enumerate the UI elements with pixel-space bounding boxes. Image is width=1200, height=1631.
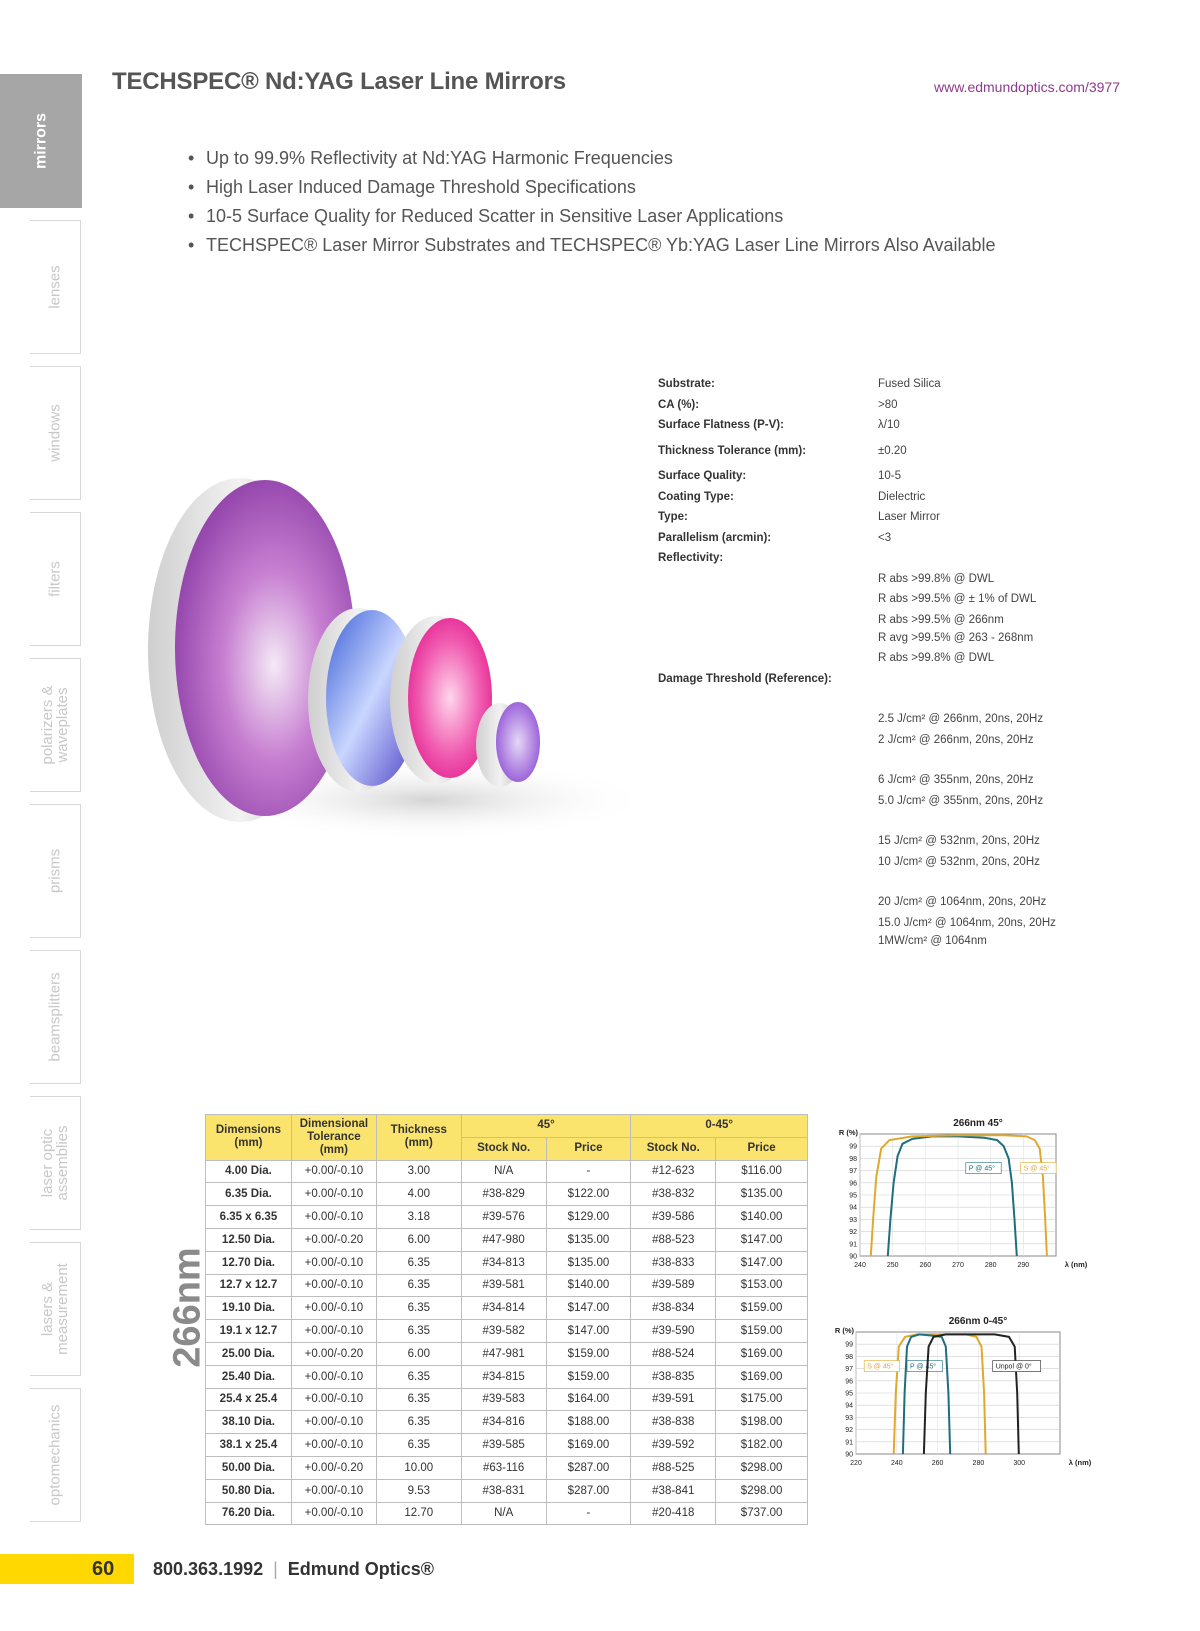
table-row xyxy=(206,1183,808,1206)
cell-thickness: 6.35 xyxy=(376,1411,461,1434)
spec-label: Damage Threshold (Reference): xyxy=(658,673,832,685)
series-line xyxy=(871,1135,1047,1256)
chart-266nm-45 xyxy=(840,1114,1110,1289)
cell-price-0-45: $159.00 xyxy=(716,1320,808,1343)
cell-thickness: 6.35 xyxy=(376,1365,461,1388)
table-row xyxy=(206,1411,808,1434)
tab-label: prisms xyxy=(46,848,64,894)
table-row xyxy=(206,1251,808,1274)
cell-price-0-45: $116.00 xyxy=(716,1160,808,1183)
cell-price-45: $140.00 xyxy=(546,1274,631,1297)
tab-label: lasers & measurement xyxy=(39,1263,71,1355)
spec-label: CA (%): xyxy=(658,399,700,411)
cell-price-45: $287.00 xyxy=(546,1456,631,1479)
spec-value: 6 J/cm² @ 355nm, 20ns, 20Hz xyxy=(878,774,1034,786)
table-row xyxy=(206,1434,808,1457)
tab-mirrors[interactable] xyxy=(0,74,82,208)
product-image xyxy=(140,470,660,890)
spec-value: R abs >99.8% @ DWL xyxy=(878,652,995,664)
spec-value: 10-5 xyxy=(878,470,902,482)
chart-266nm-0-45 xyxy=(834,1312,1110,1487)
cell-tolerance: +0.00/-0.20 xyxy=(291,1456,376,1479)
spec-value: 5.0 J/cm² @ 355nm, 20ns, 20Hz xyxy=(878,795,1044,807)
footer-company: Edmund Optics® xyxy=(287,1559,435,1579)
tab-label: optomechanics xyxy=(46,1404,64,1506)
feature-item: • Up to 99.9% Reflectivity at Nd:YAG Harmonic Frequencies xyxy=(188,144,996,173)
chart-title: 266nm 45° xyxy=(953,1118,1003,1129)
legend-label: Unpol @ 0° xyxy=(995,1363,1032,1371)
chart-title: 266nm 0-45° xyxy=(948,1316,1008,1327)
cell-stock-0-45: #39-591 xyxy=(631,1388,716,1411)
cell-price-45: $135.00 xyxy=(546,1228,631,1251)
cell-price-0-45: $153.00 xyxy=(716,1274,808,1297)
spec-value: 2 J/cm² @ 266nm, 20ns, 20Hz xyxy=(878,734,1034,746)
cell-dimensions: 6.35 Dia. xyxy=(206,1183,292,1206)
cell-price-45: $147.00 xyxy=(546,1320,631,1343)
feature-list xyxy=(188,144,996,260)
cell-stock-0-45: #88-523 xyxy=(631,1228,716,1251)
y-tick-label: 91 xyxy=(849,1241,857,1249)
x-axis-label: λ (nm) xyxy=(1064,1260,1088,1269)
y-tick-label: 98 xyxy=(849,1155,857,1163)
cell-tolerance: +0.00/-0.10 xyxy=(291,1365,376,1388)
table-row xyxy=(206,1388,808,1411)
cell-stock-45: #47-981 xyxy=(461,1342,546,1365)
cell-stock-45: #39-581 xyxy=(461,1274,546,1297)
col-header-stock: Stock No. xyxy=(631,1137,716,1160)
y-tick-label: 92 xyxy=(845,1427,853,1435)
col-group-45: 45° xyxy=(461,1115,631,1138)
cell-thickness: 6.35 xyxy=(376,1320,461,1343)
spec-label: Thickness Tolerance (mm): xyxy=(658,445,807,457)
tab-lasers-measurement[interactable] xyxy=(30,1242,81,1376)
col-header-dimensions: Dimensions (mm) xyxy=(206,1115,292,1161)
tab-label: beamsplitters xyxy=(46,972,64,1062)
cell-dimensions: 19.1 x 12.7 xyxy=(206,1320,292,1343)
spec-value: R abs >99.5% @ 266nm xyxy=(878,614,1004,626)
spec-value: 10 J/cm² @ 532nm, 20ns, 20Hz xyxy=(878,856,1040,868)
cell-stock-45: #39-576 xyxy=(461,1206,546,1229)
cell-price-0-45: $135.00 xyxy=(716,1183,808,1206)
spec-value: <3 xyxy=(878,532,892,544)
x-tick-label: 260 xyxy=(919,1262,932,1269)
tab-beamsplitters[interactable] xyxy=(30,950,81,1084)
page-number: 60 xyxy=(92,1558,115,1580)
y-axis-label: R (%) xyxy=(834,1326,854,1335)
cell-thickness: 6.35 xyxy=(376,1274,461,1297)
x-tick-label: 240 xyxy=(854,1262,866,1269)
cell-stock-45: #34-814 xyxy=(461,1297,546,1320)
y-tick-label: 96 xyxy=(845,1378,853,1386)
cell-stock-0-45: #88-525 xyxy=(631,1456,716,1479)
cell-thickness: 6.35 xyxy=(376,1388,461,1411)
cell-price-0-45: $298.00 xyxy=(716,1479,808,1502)
cell-price-45: $188.00 xyxy=(546,1411,631,1434)
table-row xyxy=(206,1342,808,1365)
legend-label: P @ 45° xyxy=(968,1165,995,1173)
spec-value: λ/10 xyxy=(878,419,900,431)
cell-price-45: $159.00 xyxy=(546,1342,631,1365)
y-tick-label: 97 xyxy=(845,1366,853,1374)
cell-price-0-45: $169.00 xyxy=(716,1365,808,1388)
cell-price-45: $129.00 xyxy=(546,1206,631,1229)
cell-price-0-45: $298.00 xyxy=(716,1456,808,1479)
table-row xyxy=(206,1206,808,1229)
footer-contact: 800.363.1992 | Edmund Optics® xyxy=(153,1559,435,1579)
cell-stock-0-45: #38-838 xyxy=(631,1411,716,1434)
table-row xyxy=(206,1456,808,1479)
cell-stock-45: N/A xyxy=(461,1160,546,1183)
col-header-tolerance: Dimensional Tolerance (mm) xyxy=(291,1115,376,1161)
cell-stock-0-45: #38-841 xyxy=(631,1479,716,1502)
cell-stock-45: #38-829 xyxy=(461,1183,546,1206)
spec-label: Reflectivity: xyxy=(658,552,724,564)
cell-stock-45: N/A xyxy=(461,1502,546,1525)
cell-thickness: 3.18 xyxy=(376,1206,461,1229)
y-tick-label: 94 xyxy=(845,1402,853,1410)
cell-price-0-45: $159.00 xyxy=(716,1297,808,1320)
spec-value: R abs >99.5% @ ± 1% of DWL xyxy=(878,593,1037,605)
cell-price-0-45: $147.00 xyxy=(716,1228,808,1251)
cell-tolerance: +0.00/-0.10 xyxy=(291,1434,376,1457)
cell-stock-0-45: #38-833 xyxy=(631,1251,716,1274)
cell-price-45: $147.00 xyxy=(546,1297,631,1320)
spec-value: 1MW/cm² @ 1064nm xyxy=(878,935,987,947)
x-tick-label: 290 xyxy=(1017,1262,1030,1269)
tab-prisms[interactable] xyxy=(30,804,81,938)
cell-dimensions: 38.1 x 25.4 xyxy=(206,1434,292,1457)
cell-stock-45: #39-582 xyxy=(461,1320,546,1343)
y-tick-label: 93 xyxy=(849,1216,857,1224)
x-tick-label: 270 xyxy=(952,1262,964,1269)
cell-price-0-45: $175.00 xyxy=(716,1388,808,1411)
table-row xyxy=(206,1160,808,1183)
cell-price-0-45: $182.00 xyxy=(716,1434,808,1457)
cell-price-45: $159.00 xyxy=(546,1365,631,1388)
cell-dimensions: 6.35 x 6.35 xyxy=(206,1206,292,1229)
page-title: TECHSPEC® Nd:YAG Laser Line Mirrors xyxy=(112,68,566,95)
cell-price-0-45: $737.00 xyxy=(716,1502,808,1525)
cell-dimensions: 38.10 Dia. xyxy=(206,1411,292,1434)
product-table xyxy=(205,1114,808,1525)
cell-thickness: 12.70 xyxy=(376,1502,461,1525)
tab-label: laser optic assemblies xyxy=(39,1125,71,1201)
legend-label: S @ 45° xyxy=(867,1363,894,1371)
page-url[interactable]: www.edmundoptics.com/3977 xyxy=(934,79,1120,95)
cell-price-45: $169.00 xyxy=(546,1434,631,1457)
y-tick-label: 94 xyxy=(849,1204,857,1212)
cell-price-45: - xyxy=(546,1502,631,1525)
spec-label: Parallelism (arcmin): xyxy=(658,532,772,544)
cell-tolerance: +0.00/-0.10 xyxy=(291,1160,376,1183)
cell-thickness: 6.35 xyxy=(376,1434,461,1457)
cell-tolerance: +0.00/-0.10 xyxy=(291,1297,376,1320)
tab-lenses[interactable] xyxy=(30,220,81,354)
x-tick-label: 300 xyxy=(1013,1460,1026,1467)
tab-label: mirrors xyxy=(32,112,50,170)
cell-dimensions: 4.00 Dia. xyxy=(206,1160,292,1183)
feature-item: • 10-5 Surface Quality for Reduced Scatter in Sensitive Laser Applications xyxy=(188,202,996,231)
series-line xyxy=(888,1136,1017,1256)
cell-dimensions: 50.80 Dia. xyxy=(206,1479,292,1502)
section-label: 266nm xyxy=(166,1247,209,1368)
cell-stock-45: #34-815 xyxy=(461,1365,546,1388)
cell-stock-0-45: #39-586 xyxy=(631,1206,716,1229)
col-group-0-45: 0-45° xyxy=(631,1115,808,1138)
series-line xyxy=(924,1334,1019,1454)
cell-price-45: - xyxy=(546,1160,631,1183)
tab-filters[interactable] xyxy=(30,512,81,646)
y-tick-label: 96 xyxy=(849,1180,857,1188)
cell-stock-0-45: #88-524 xyxy=(631,1342,716,1365)
cell-thickness: 4.00 xyxy=(376,1183,461,1206)
spec-value: R abs >99.8% @ DWL xyxy=(878,573,995,585)
spec-label: Surface Quality: xyxy=(658,470,747,482)
table-row xyxy=(206,1502,808,1525)
y-tick-label: 95 xyxy=(849,1192,857,1200)
spec-label: Surface Flatness (P-V): xyxy=(658,419,784,431)
cell-price-0-45: $140.00 xyxy=(716,1206,808,1229)
table-row xyxy=(206,1297,808,1320)
cell-thickness: 9.53 xyxy=(376,1479,461,1502)
y-tick-label: 99 xyxy=(849,1143,857,1151)
cell-dimensions: 25.4 x 25.4 xyxy=(206,1388,292,1411)
cell-thickness: 3.00 xyxy=(376,1160,461,1183)
spec-value: >80 xyxy=(878,399,898,411)
cell-stock-0-45: #39-590 xyxy=(631,1320,716,1343)
cell-stock-0-45: #39-589 xyxy=(631,1274,716,1297)
tab-label: filters xyxy=(46,561,64,597)
cell-price-0-45: $147.00 xyxy=(716,1251,808,1274)
chart-svg xyxy=(834,1312,1110,1482)
y-tick-label: 90 xyxy=(849,1253,857,1261)
cell-price-45: $135.00 xyxy=(546,1251,631,1274)
spec-label: Type: xyxy=(658,511,688,523)
cell-thickness: 6.00 xyxy=(376,1342,461,1365)
cell-stock-0-45: #38-832 xyxy=(631,1183,716,1206)
cell-dimensions: 12.7 x 12.7 xyxy=(206,1274,292,1297)
footer-phone: 800.363.1992 xyxy=(153,1559,264,1579)
y-tick-label: 99 xyxy=(845,1341,853,1349)
cell-thickness: 6.35 xyxy=(376,1297,461,1320)
table-row xyxy=(206,1365,808,1388)
cell-dimensions: 25.00 Dia. xyxy=(206,1342,292,1365)
tab-label: windows xyxy=(46,404,64,462)
y-tick-label: 98 xyxy=(845,1353,853,1361)
tab-laser-optic-assemblies[interactable] xyxy=(30,1096,81,1230)
cell-dimensions: 25.40 Dia. xyxy=(206,1365,292,1388)
cell-stock-45: #39-585 xyxy=(461,1434,546,1457)
cell-tolerance: +0.00/-0.10 xyxy=(291,1502,376,1525)
cell-stock-0-45: #39-592 xyxy=(631,1434,716,1457)
col-header-price: Price xyxy=(546,1137,631,1160)
cell-tolerance: +0.00/-0.10 xyxy=(291,1479,376,1502)
table-row xyxy=(206,1479,808,1502)
tab-optomechanics[interactable] xyxy=(30,1388,81,1522)
cell-stock-0-45: #38-834 xyxy=(631,1297,716,1320)
cell-thickness: 6.00 xyxy=(376,1228,461,1251)
tab-label: polarizers & waveplates xyxy=(39,685,71,765)
cell-dimensions: 19.10 Dia. xyxy=(206,1297,292,1320)
cell-tolerance: +0.00/-0.10 xyxy=(291,1388,376,1411)
x-tick-label: 220 xyxy=(850,1460,862,1467)
cell-stock-45: #34-816 xyxy=(461,1411,546,1434)
cell-stock-45: #34-813 xyxy=(461,1251,546,1274)
cell-tolerance: +0.00/-0.10 xyxy=(291,1206,376,1229)
spec-value: ±0.20 xyxy=(878,445,907,457)
spec-value: 2.5 J/cm² @ 266nm, 20ns, 20Hz xyxy=(878,713,1044,725)
y-tick-label: 93 xyxy=(845,1414,853,1422)
cell-price-45: $164.00 xyxy=(546,1388,631,1411)
cell-stock-0-45: #12-623 xyxy=(631,1160,716,1183)
legend-label: S @ 45° xyxy=(1023,1165,1050,1173)
cell-thickness: 10.00 xyxy=(376,1456,461,1479)
cell-stock-0-45: #38-835 xyxy=(631,1365,716,1388)
cell-stock-45: #39-583 xyxy=(461,1388,546,1411)
table-row xyxy=(206,1228,808,1251)
cell-price-0-45: $198.00 xyxy=(716,1411,808,1434)
col-header-stock: Stock No. xyxy=(461,1137,546,1160)
spec-value: 15.0 J/cm² @ 1064nm, 20ns, 20Hz xyxy=(878,917,1056,929)
cell-dimensions: 76.20 Dia. xyxy=(206,1502,292,1525)
x-tick-label: 240 xyxy=(890,1460,903,1467)
cell-stock-45: #38-831 xyxy=(461,1479,546,1502)
x-tick-label: 260 xyxy=(931,1460,944,1467)
x-axis-label: λ (nm) xyxy=(1068,1458,1092,1467)
tab-windows[interactable] xyxy=(30,366,81,500)
chart-svg xyxy=(840,1114,1110,1284)
feature-item: • High Laser Induced Damage Threshold Specifications xyxy=(188,173,996,202)
cell-tolerance: +0.00/-0.10 xyxy=(291,1411,376,1434)
cell-price-45: $287.00 xyxy=(546,1479,631,1502)
cell-stock-0-45: #20-418 xyxy=(631,1502,716,1525)
cell-tolerance: +0.00/-0.10 xyxy=(291,1251,376,1274)
spec-label: Coating Type: xyxy=(658,491,734,503)
cell-stock-45: #63-116 xyxy=(461,1456,546,1479)
y-tick-label: 90 xyxy=(845,1451,853,1459)
table-row xyxy=(206,1320,808,1343)
feature-item: • TECHSPEC® Laser Mirror Substrates and TECHSPEC® Yb:YAG Laser Line Mirrors Also Available xyxy=(188,231,996,260)
cell-tolerance: +0.00/-0.20 xyxy=(291,1342,376,1365)
cell-tolerance: +0.00/-0.10 xyxy=(291,1183,376,1206)
y-axis-label: R (%) xyxy=(838,1128,858,1137)
cell-tolerance: +0.00/-0.10 xyxy=(291,1320,376,1343)
spec-value: R avg >99.5% @ 263 - 268nm xyxy=(878,632,1034,644)
tab-polarizers[interactable] xyxy=(30,658,81,792)
x-tick-label: 250 xyxy=(886,1262,899,1269)
col-header-thickness: Thickness (mm) xyxy=(376,1115,461,1161)
cell-price-0-45: $169.00 xyxy=(716,1342,808,1365)
cell-dimensions: 12.70 Dia. xyxy=(206,1251,292,1274)
spec-value: Fused Silica xyxy=(878,378,941,390)
y-tick-label: 92 xyxy=(849,1229,857,1237)
cell-dimensions: 12.50 Dia. xyxy=(206,1228,292,1251)
spec-value: 20 J/cm² @ 1064nm, 20ns, 20Hz xyxy=(878,896,1047,908)
y-tick-label: 95 xyxy=(845,1390,853,1398)
spec-value: 15 J/cm² @ 532nm, 20ns, 20Hz xyxy=(878,835,1040,847)
cell-tolerance: +0.00/-0.10 xyxy=(291,1274,376,1297)
spec-value: Dielectric xyxy=(878,491,926,503)
cell-stock-45: #47-980 xyxy=(461,1228,546,1251)
table-row xyxy=(206,1274,808,1297)
cell-tolerance: +0.00/-0.20 xyxy=(291,1228,376,1251)
x-tick-label: 280 xyxy=(984,1262,997,1269)
x-tick-label: 280 xyxy=(972,1460,985,1467)
col-header-price: Price xyxy=(716,1137,808,1160)
spec-label: Substrate: xyxy=(658,378,715,390)
tab-label: lenses xyxy=(46,265,64,309)
cell-price-45: $122.00 xyxy=(546,1183,631,1206)
cell-dimensions: 50.00 Dia. xyxy=(206,1456,292,1479)
y-tick-label: 97 xyxy=(849,1168,857,1176)
y-tick-label: 91 xyxy=(845,1439,853,1447)
cell-thickness: 6.35 xyxy=(376,1251,461,1274)
spec-value: Laser Mirror xyxy=(878,511,940,523)
legend-label: P @ 45° xyxy=(910,1363,937,1371)
mirrors-illustration xyxy=(140,470,660,890)
